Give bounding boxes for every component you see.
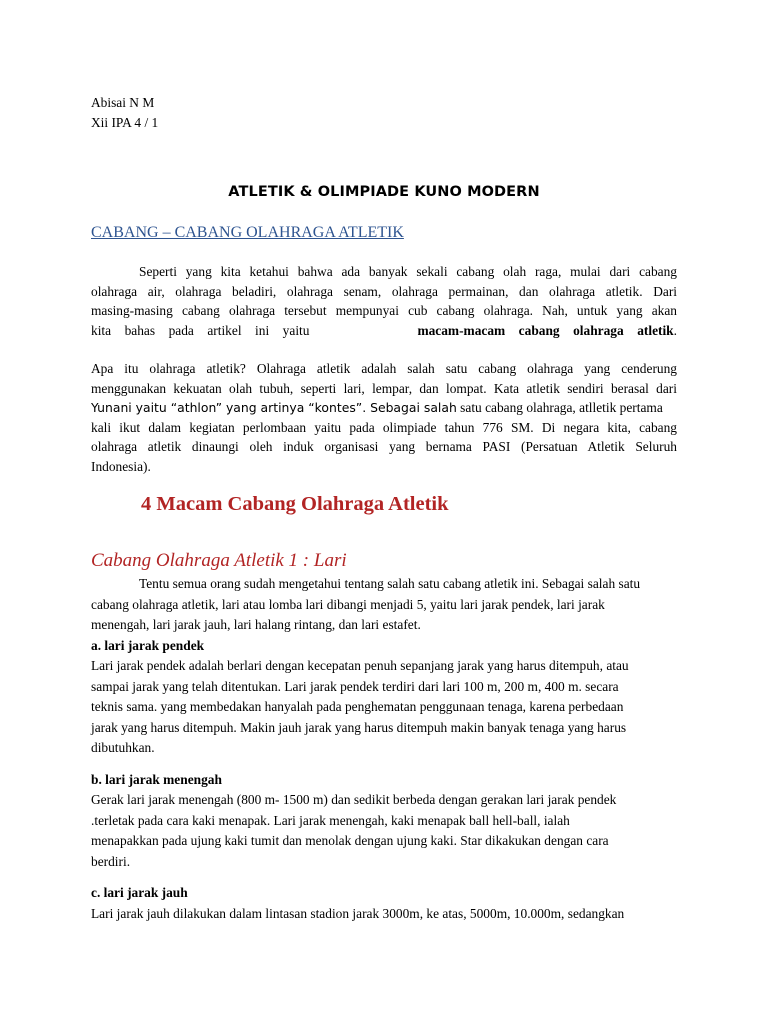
author-name: Abisai N M <box>91 95 155 110</box>
lari-b-line-2: .terletak pada cara kaki menapak. Lari jarak menengah, kaki menapak ball hell-ball, ialah <box>91 812 570 828</box>
lari-c-title: c. lari jarak jauh <box>91 885 188 900</box>
macam-heading: 4 Macam Cabang Olahraga Atletik <box>141 493 449 515</box>
section-heading: CABANG – CABANG OLAHRAGA ATLETIK <box>91 224 404 241</box>
intro-line-3: masing-masing cabang olahraga tersebut mempunyai cub cabang olahraga. Nah, untuk yang akan <box>91 303 677 318</box>
definition-line-2: menggunakan kekuatan olah tubuh, seperti lari, lempar, dan lompat. Kata atletik sendiri berasal dari <box>91 380 677 396</box>
definition-line-3 <box>91 398 677 418</box>
document-title: ATLETIK & OLIMPIADE KUNO MODERN <box>228 184 540 200</box>
author-class: Xii IPA 4 / 1 <box>91 115 159 130</box>
lari-a-line-2: sampai jarak yang telah ditentukan. Lari jarak pendek terdiri dari lari 100 m, 200 m, 400 m. secara <box>91 678 619 694</box>
lari-a-title: a. lari jarak pendek <box>91 637 205 653</box>
definition-line-4: kali ikut dalam kegiatan perlombaan yaitu pada olimpiade tahun 776 SM. Di negara kita, cabang <box>91 419 677 435</box>
intro-line-2: olahraga air, olahraga beladiri, olahraga senam, olahraga permainan, dan olahraga atletik. Dari <box>91 283 677 299</box>
intro-line-4 <box>91 321 677 341</box>
intro-bold-phrase: macam-macam cabang olahraga atletik <box>417 322 674 338</box>
intro-paragraph <box>91 262 677 340</box>
lari-a-line-5: dibutuhkan. <box>91 740 155 755</box>
lari-intro-line-2: cabang olahraga atletik, lari atau lomba lari dibangi menjadi 5, yaitu lari jarak pendek, lari jarak <box>91 596 605 612</box>
lari-intro-line-3: menengah, lari jarak jauh, lari halang rintang, dan lari estafet. <box>91 617 421 632</box>
lari-intro-line-1: Tentu semua orang sudah mengetahui tentang salah satu cabang atletik ini. Sebagai salah satu <box>139 576 641 591</box>
spacer <box>91 759 681 770</box>
definition-sans-text: Yunani yaitu “athlon” yang artinya “kontes”. Sebagai salah <box>91 400 457 415</box>
intro-line-1: Seperti yang kita ketahui bahwa ada banyak sekali cabang olah raga, mulai dari cabang <box>139 264 677 279</box>
definition-line-6: Indonesia). <box>91 458 151 474</box>
lari-b-title: b. lari jarak menengah <box>91 771 222 787</box>
definition-line-1: Apa itu olahraga atletik? Olahraga atletik adalah salah satu cabang olahraga yang cenderung <box>91 361 677 376</box>
lari-b-line-3: menapakkan pada ujung kaki tumit dan menolak dengan ujung kaki. Star dikakukan dengan cara <box>91 833 609 848</box>
lari-section <box>91 574 681 924</box>
definition-paragraph <box>91 359 677 476</box>
lari-b-line-4: berdiri. <box>91 853 131 869</box>
intro-line-4-text: kita bahas pada artikel ini yaitu <box>91 322 310 338</box>
spacer <box>91 872 681 883</box>
definition-line-3-rest: satu cabang olahraga, atlletik pertama <box>456 400 663 415</box>
intro-line-4-end: . <box>673 322 677 338</box>
lari-b-line-1: Gerak lari jarak menengah (800 m- 1500 m) dan sedikit berbeda dengan gerakan lari jarak pendek <box>91 792 617 807</box>
lari-a-line-1: Lari jarak pendek adalah berlari dengan kecepatan penuh sepanjang jarak yang harus ditempuh, atau <box>91 658 629 673</box>
lari-a-line-3: teknis sama. yang membedakan hanyalah pada penghematan penggunaan tenaga, karena perbedaan <box>91 699 624 714</box>
definition-line-5: olahraga atletik dinaungi oleh induk organisasi yang bernama PASI (Persatuan Atletik Seluruh <box>91 439 677 454</box>
lari-a-line-4: jarak yang harus ditempuh. Makin jauh jarak yang harus ditempuh makin banyak tenaga yang harus <box>91 719 627 735</box>
sub-heading-lari: Cabang Olahraga Atletik 1 : Lari <box>91 550 347 571</box>
lari-c-line-1: Lari jarak jauh dilakukan dalam lintasan stadion jarak 3000m, ke atas, 5000m, 10.000m, sedangkan <box>91 905 625 921</box>
